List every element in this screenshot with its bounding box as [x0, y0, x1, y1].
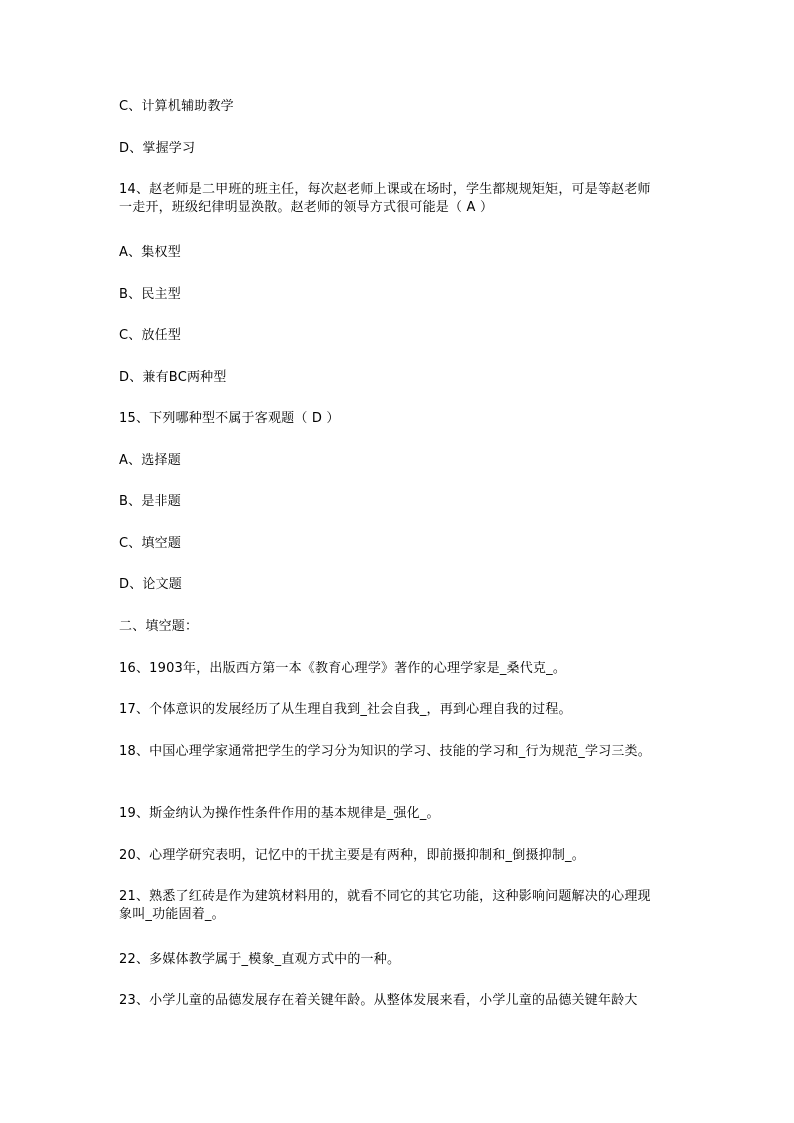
option-b-democratic: B、民主型	[119, 287, 181, 302]
question-16: 16、1903年，出版西方第一本《教育心理学》著作的心理学家是_桑代克_。	[119, 661, 567, 676]
question-14: 14、赵老师是二甲班的班主任，每次赵老师上课或在场时，学生都规规矩矩，可是等赵老师一走开，班级纪律明显涣散。赵老师的领导方式很可能是（ A ）	[119, 182, 651, 215]
question-21: 21、熟悉了红砖是作为建筑材料用的，就看不同它的其它功能，这种影响问题解决的心理现象叫_功能固着_。	[119, 889, 651, 922]
option-b-true-false: B、是非题	[119, 494, 181, 509]
section-heading-fill-in: 二、填空题：	[119, 619, 199, 634]
question-18: 18、中国心理学家通常把学生的学习分为知识的学习、技能的学习和_行为规范_学习三类。	[119, 744, 651, 759]
question-17: 17、个体意识的发展经历了从生理自我到_社会自我_，再到心理自我的过程。	[119, 702, 572, 717]
option-d-mastery-learning: D、掌握学习	[119, 141, 196, 156]
option-c-fill-blank: C、填空题	[119, 536, 182, 551]
option-c-laissez-faire: C、放任型	[119, 328, 182, 343]
option-a-multiple-choice: A、选择题	[119, 453, 181, 468]
option-d-essay: D、论文题	[119, 577, 183, 592]
option-a-authoritarian: A、集权型	[119, 245, 181, 260]
question-20: 20、心理学研究表明，记忆中的干扰主要是有两种，即前摄抑制和_倒摄抑制_。	[119, 848, 585, 863]
option-d-both-bc: D、兼有BC两种型	[119, 370, 227, 385]
question-19: 19、斯金纳认为操作性条件作用的基本规律是_强化_。	[119, 806, 440, 821]
question-15: 15、下列哪种型不属于客观题（ D ）	[119, 411, 340, 426]
question-22: 22、多媒体教学属于_模象_直观方式中的一种。	[119, 952, 401, 967]
question-23: 23、小学儿童的品德发展存在着关键年龄。从整体发展来看，小学儿童的品德关键年龄大	[119, 993, 638, 1008]
option-c-computer-assisted: C、计算机辅助教学	[119, 99, 234, 114]
